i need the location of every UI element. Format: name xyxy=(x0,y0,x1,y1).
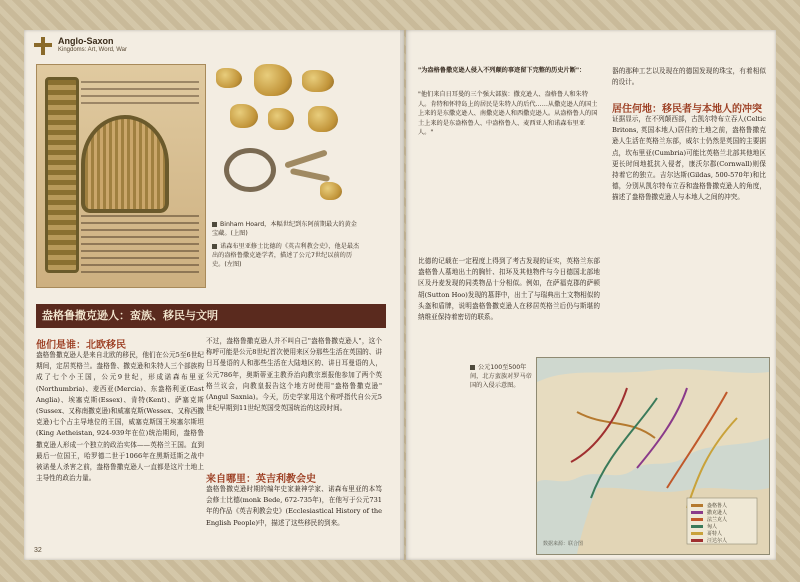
right-column-2-text: 证据显示，在不列颠西部，古凯尔特布立吞人(Celtic Britons, 英国本地人)居住的土地之前，盎格鲁撒克逊人生活在英格兰东部，威尔士仍然是英国的主要据点，坎布里亚(Cumbria)可能比英格兰北部其他地区更长时间地抵抗入侵者，康沃尔郡(Cornwall)则保持着它的独立。吉尔达斯(Gildas, 500-570年)和比德，分别从凯尔特布立吞和盎格鲁撒克逊人的角度，描述了盎格鲁撒克逊人与本地人之间的冲突。 xyxy=(612,115,766,202)
map-legend-e: 哥特人 xyxy=(707,531,723,537)
map-legend-c: 法兰克人 xyxy=(707,517,728,523)
running-head xyxy=(34,36,174,58)
migration-map xyxy=(536,357,770,555)
map-legend-d: 匈人 xyxy=(707,524,718,530)
running-head-title: Anglo-Saxon xyxy=(58,36,114,46)
left-column-2-text-b: 盎格鲁撒克逊时期的编年史家兼神学家、诺森布里亚的本笃会修士比德(monk Bede, 672-735年)，在他写于公元731年的作品《英吉利教会史》(Ecclesiastical History of the English People)中，描述了这些移民的到来。 xyxy=(206,485,382,527)
map-legend-a: 盎格鲁人 xyxy=(707,503,728,509)
right-column-2-top: 器的那种工艺以及现在的德国发现的珠宝，有着相似的设计。 xyxy=(612,67,766,87)
subtitle-origin: 来自哪里：英吉利教会史 xyxy=(206,474,316,485)
map-caption: 公元100至500年间，北方蛮族对罗马帝国的入侵示意图。 xyxy=(470,364,532,389)
left-column-2-text: 不过，盎格鲁撒克逊人并不叫自己"盎格鲁撒克逊人"，这个称呼可能是公元8世纪首次使用来区分那些生活在英国的、讲日耳曼语的人和那些生活在大陆地区的、讲日耳曼语的人，公元786年，奥斯蒂亚主教乔治向教宗禀报他参加了两个英格兰议会，向教皇报告这个地方时使用"盎格鲁撒克逊"(Angul Saxnia)。今天，历史学家用这个称呼指代自公元5世纪早期到11世纪英国受英国统治的这段时间。 xyxy=(206,337,382,413)
right-column-1-text: 比德的记载在一定程度上得到了考古发现的证实，英格兰东部盎格鲁人墓地出土的胸针、扣环及其他物件与今日德国北部地区及丹麦发现的同类物品十分相似。例如，在萨福克郡的萨顿胡(Sutton Hoo)发现的墓葬中，出土了与瑞典出土文物相似的头盔和盾牌，说明盎格鲁撒克逊人在移居英格兰后仍与斯堪的纳维亚保持着密切的联系。 xyxy=(418,257,600,322)
hoard-image xyxy=(210,64,350,214)
caption-manuscript: 诺森布里亚修士比德的《英吉利教会史》，他是最杰出的盎格鲁撒克逊学者，描述了公元7世纪以前的历史。(左图) xyxy=(212,243,360,268)
page-number: 32 xyxy=(34,547,42,554)
manuscript-image xyxy=(36,64,206,288)
subtitle-who: 他们是谁：北欧移民 xyxy=(36,340,126,351)
cross-icon xyxy=(34,37,52,55)
quote-body: "他们来自日耳曼的三个强大部族：撒克逊人、盎格鲁人和朱特人。肯特和怀特岛上的居民是朱特人的后代……从撒克逊人的国土上来的是东撒克逊人、南撒克逊人和西撒克逊人。从盎格鲁人的国土上来的是东盎格鲁人、中盎格鲁人、麦西亚人和诺森布里亚人。" xyxy=(418,91,598,137)
running-head-subtitle: Kingdoms: Art, Word, War xyxy=(58,47,128,53)
left-column-1-text: 盎格鲁撒克逊人是来自北欧的移民，他们在公元5至6世纪期间，定居英格兰。盎格鲁、撒克逊和朱特人三个部族构成了七个小王国，公元9世纪，形成诺森布里亚(Northumbria)、麦西亚(Mercia)、东盎格利亚(East Anglia)、埃塞克斯(Essex)、肯特(Kent)、萨塞克斯(Sussex、又称南撒克逊)和威塞克斯(Wessex、又称西撒克逊)七个占主导地位的王国，威塞克斯国王埃塞尔斯坦(King Aetheistan, 924-939年在位)统治期间，盎格鲁撒克逊人形成一个独立的政治实体——英格兰王国。直到最后一位国王，哈罗德二世于1066年在黑斯廷斯之战中被诺曼人杀害之前，盎格鲁撒克逊人一直都是这片土地上主导性的政治力量。 xyxy=(36,351,204,483)
book-spine xyxy=(400,30,412,560)
map-legend-f: 汪达尔人 xyxy=(707,538,728,544)
subtitle-where: 居住何地：移民者与本地人的冲突 xyxy=(612,104,762,115)
map-legend-b: 撒克逊人 xyxy=(707,510,728,516)
section-title: 盎格鲁撒克逊人：蛮族、移民与文明 xyxy=(36,304,386,328)
map-graphic xyxy=(537,358,769,554)
map-credit: 数据来源：联合图 xyxy=(543,541,584,547)
quote-intro: "为盎格鲁撒克逊人侵入不列颠的事迹留下完整的历史片断"： xyxy=(418,67,586,74)
caption-hoard: Binham Hoard，本幅世纪到东阿前期最大的黄金宝藏。(上图) xyxy=(212,221,357,237)
